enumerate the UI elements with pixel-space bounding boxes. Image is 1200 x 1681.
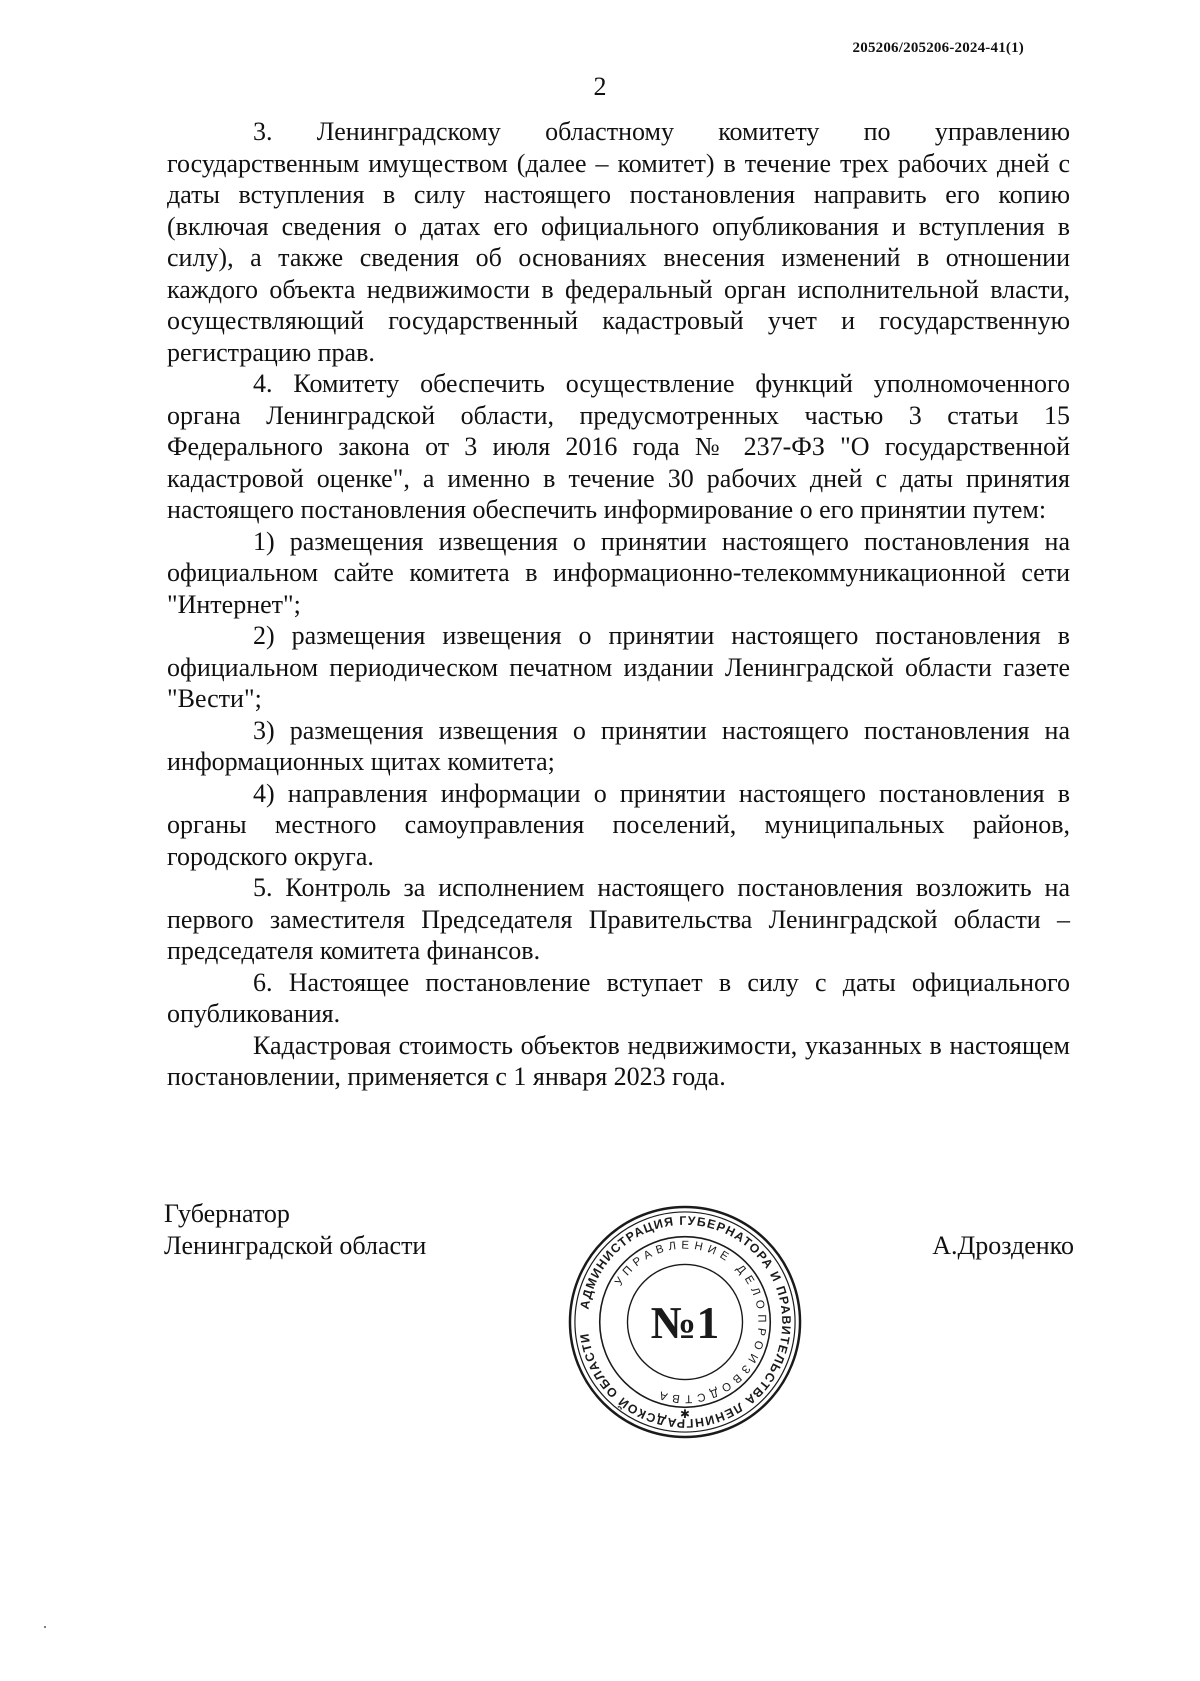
document-id: 205206/205206-2024-41(1) [852, 40, 1024, 56]
signatory-title-line-1: Губернатор [164, 1199, 290, 1228]
document-body [167, 116, 1070, 1093]
paragraph-3: 3. Ленинградскому областному комитету по управлению государственным имуществом (далее – комитет) в течение трех рабочих дней с даты вступления в силу настоящего постановления направить его копию (включая сведения о датах его официального опубликования и вступления в силу), а также сведения об основаниях внесения изменений в отношении каждого объекта недвижимости в федеральный орган исполнительной власти, осуществляющий государственный кадастровый учет и государственную регистрацию прав. [167, 117, 1070, 367]
stamp-outer-text-path: АДМИНИСТРАЦИЯ ГУБЕРНАТОРА И ПРАВИТЕЛЬСТВА ЛЕНИНГРАДСКОЙ ОБЛАСТИ [577, 1213, 794, 1431]
official-stamp [566, 1203, 804, 1441]
scan-speck [44, 1626, 46, 1628]
signatory-name: А.Дрозденко [932, 1231, 1074, 1260]
list-item-1: 1) размещения извещения о принятии настоящего постановления на официальном сайте комитета в информационно-телекоммуникационной сети "Интернет"; [167, 526, 1070, 619]
list-item-3: 3) размещения извещения о принятии настоящего постановления на информационных щитах комитета; [167, 715, 1070, 776]
list-item-4: 4) направления информации о принятии настоящего постановления в органы местного самоуправления поселений, муниципальных районов, городского округа. [167, 778, 1070, 871]
stamp-number: №1 [650, 1296, 720, 1348]
paragraph-4: 4. Комитету обеспечить осуществление функций уполномоченного органа Ленинградской области, предусмотренных частью 3 статьи 15 Федерального закона от 3 июля 2016 года № 237-ФЗ "О государственной кадастровой оценке", а именно в течение 30 рабочих дней с даты принятия настоящего постановления обеспечить информирование о его принятии путем: [167, 369, 1070, 524]
paragraph-5: 5. Контроль за исполнением настоящего постановления возложить на первого заместителя Председателя Правительства Ленинградской области – председателя комитета финансов. [167, 873, 1070, 965]
paragraph-6: 6. Настоящее постановление вступает в силу с даты официального опубликования. [167, 967, 1070, 1028]
stamp-star-icon: ✱ [680, 1407, 690, 1422]
signatory-title-line-2: Ленинградской области [164, 1231, 427, 1260]
paragraph-cadastral-note: Кадастровая стоимость объектов недвижимости, указанных в настоящем постановлении, применяется с 1 января 2023 года. [167, 1030, 1070, 1091]
list-item-2: 2) размещения извещения о принятии настоящего постановления в официальном периодическом печатном издании Ленинградской области газете "Вести"; [167, 621, 1070, 713]
signatory-title [164, 1198, 426, 1262]
stamp-inner-text-path: УПРАВЛЕНИЕ ДЕЛОПРОИЗВОДСТВА [612, 1239, 768, 1405]
page-number: 2 [593, 72, 607, 101]
